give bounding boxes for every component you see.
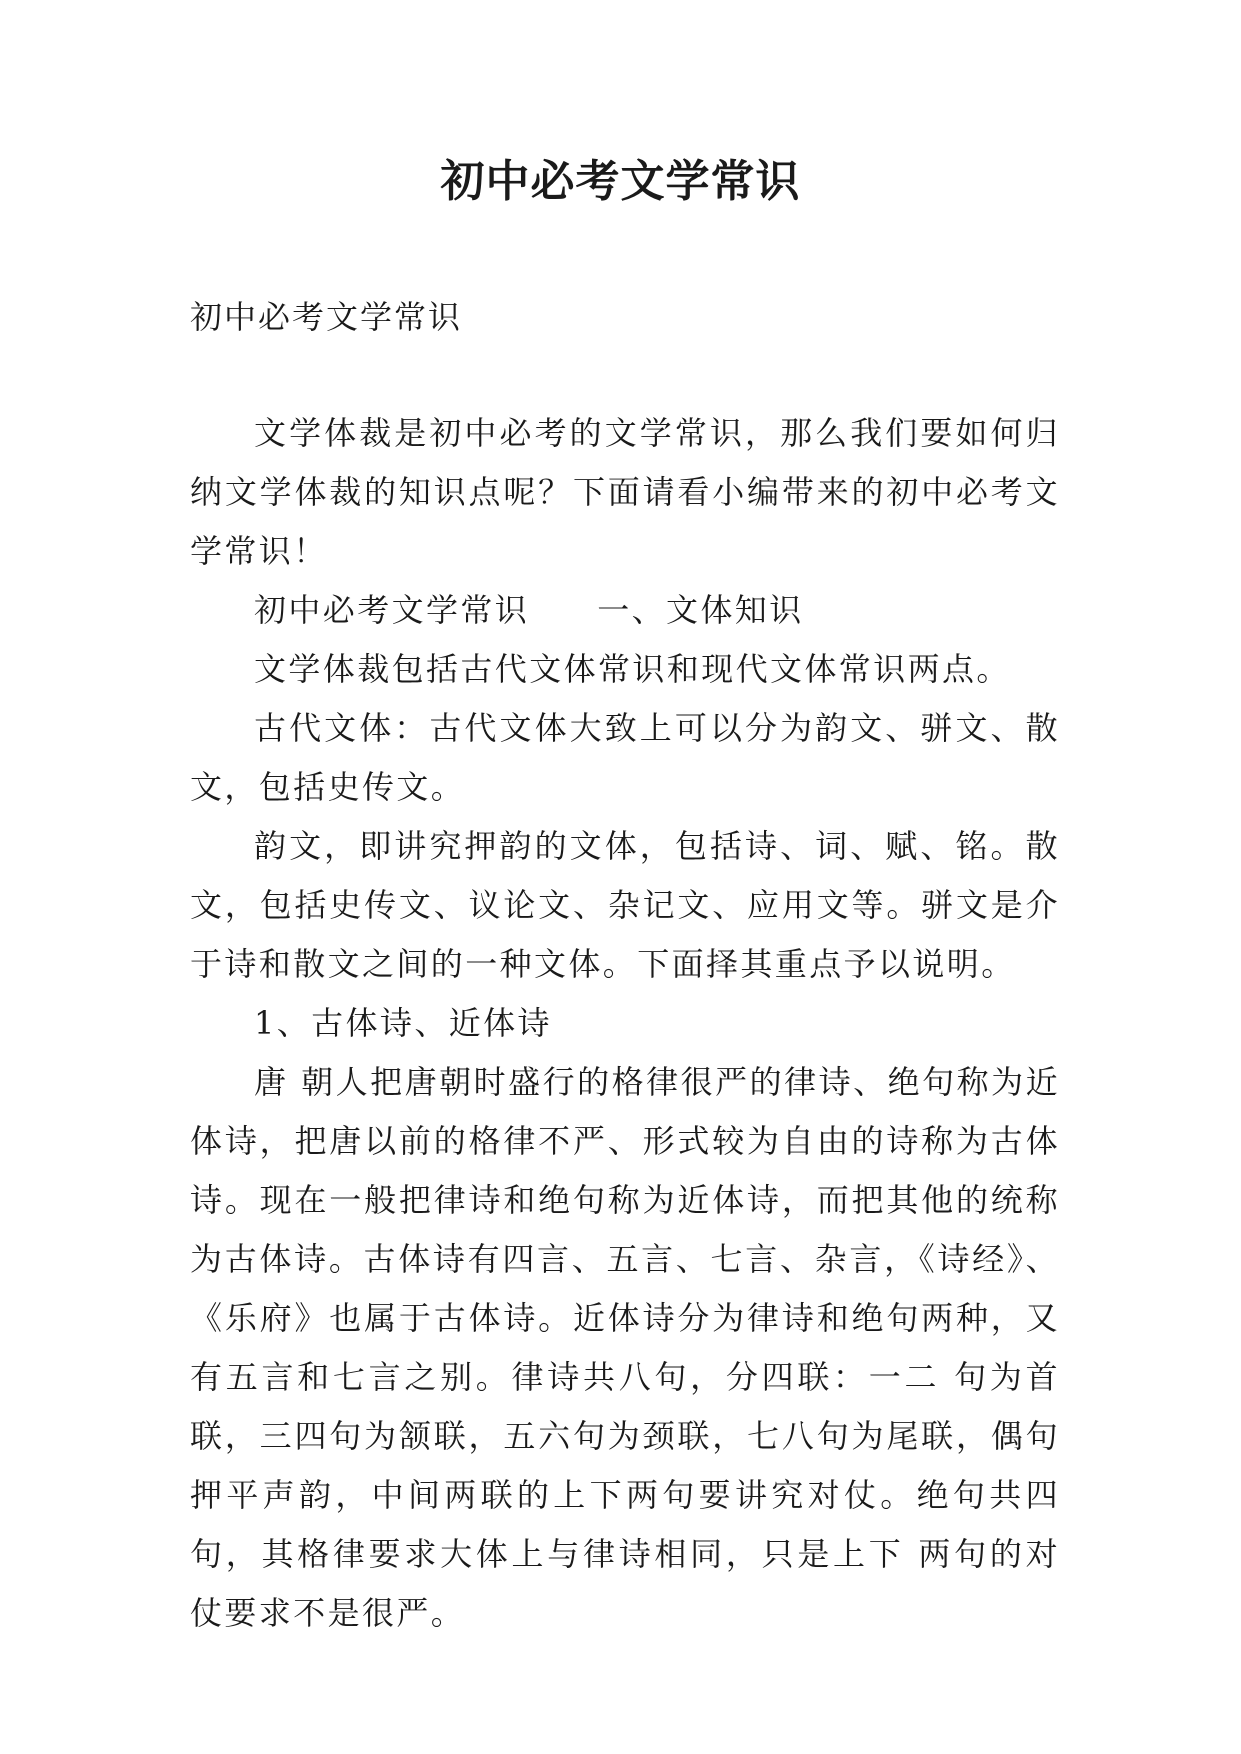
document-title: 初中必考文学常识 [440,156,801,207]
document-subtitle: 初中必考文学常识 [190,298,463,336]
body-paragraph: 韵文，即讲究押韵的文体，包括诗、词、赋、铭。散文，包括史传文、议论文、杂记文、应用文等。骈文是介于诗和散文之间的一种文体。下面择其重点予以说明。 [190,827,1060,983]
body-paragraph: 文学体裁包括古代文体常识和现代文体常识两点。 [254,650,1011,688]
section-heading-part1: 初中必考文学常识 [254,591,530,629]
body-paragraph: 古代文体：古代文体大致上可以分为韵文、骈文、散文，包括史传文。 [190,709,1060,806]
subsection-heading: 1、古体诗、近体诗 [254,1004,552,1042]
intro-paragraph: 文学体裁是初中必考的文学常识，那么我们要如何归纳文学体裁的知识点呢？下面请看小编带来的初中必考文学常识！ [190,414,1060,570]
body-paragraph: 唐 朝人把唐朝时盛行的格律很严的律诗、绝句称为近体诗，把唐以前的格律不严、形式较为自由的诗称为古体诗。现在一般把律诗和绝句称为近体诗，而把其他的统称 为古体诗。古体诗有四言、五言、七言、杂言，《诗经》、《乐府》也属于古体诗。近体诗分为律诗和绝句两种，又有五言和七言之别。律诗共八句，分四联：一二 句为首联，三四句为颔联，五六句为颈联，七八句为尾联，偶句押平声韵，中间两联的上下两句要讲究对仗。绝句共四句，其格律要求大体上与律诗相同，只是上下 两句的对仗要求不是很严。 [190,1063,1060,1632]
section-heading-part2: 一、文体知识 [597,591,804,629]
document-body [190,404,1060,1643]
section-heading-line [190,581,1060,640]
